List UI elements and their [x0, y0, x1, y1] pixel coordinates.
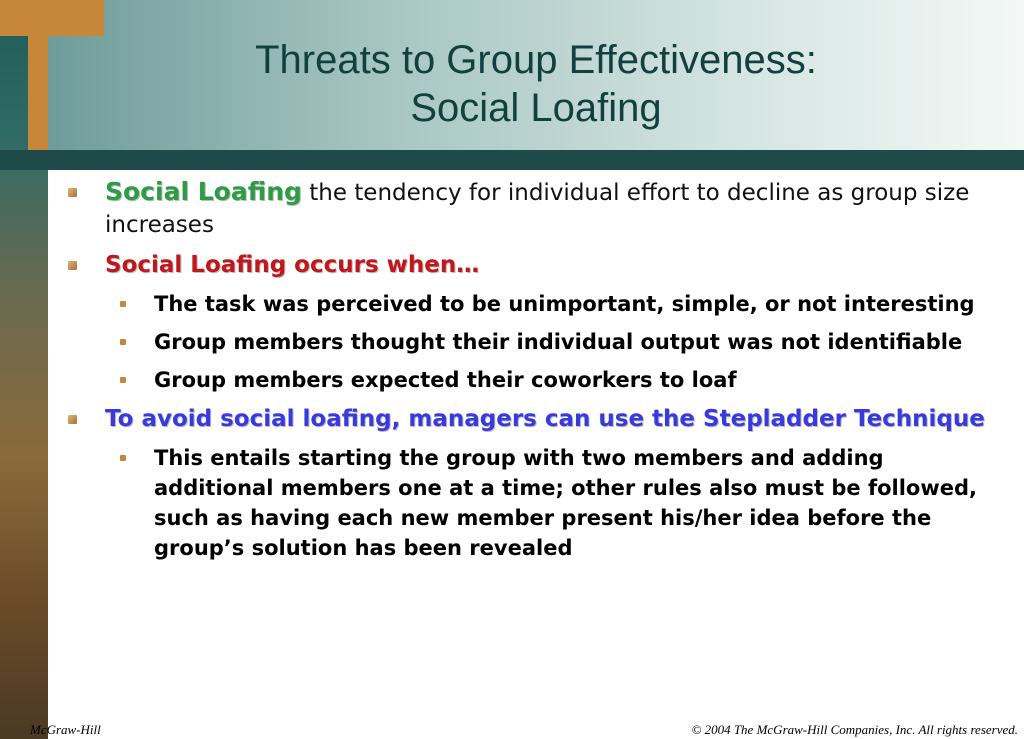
sub-bullet-text: The task was perceived to be unimportant, simple, or not interesting [154, 292, 975, 316]
top-left-orange-block [0, 0, 104, 36]
sub-bullet-marker-icon [120, 455, 126, 461]
slide-title [48, 36, 1024, 132]
sub-bullet-text: Group members thought their individual output was not identifiable [154, 330, 963, 354]
sub-bullet-output-not-identifiable [60, 327, 1010, 357]
slide-title-line1: Threats to Group Effectiveness: [255, 38, 817, 82]
footer-copyright: © 2004 The McGraw-Hill Companies, Inc. All rights reserved. [691, 722, 1018, 737]
sub-bullet-stepladder-description [60, 443, 1010, 563]
stepladder-heading: To avoid social loafing, managers can use the Stepladder Technique [105, 406, 985, 432]
term-social-loafing: Social Loafing [105, 177, 302, 206]
bullet-marker-icon [68, 415, 77, 424]
bullet-marker-icon [68, 261, 77, 270]
sub-bullet-task-unimportant [60, 289, 1010, 319]
sub-bullet-marker-icon [120, 377, 126, 383]
bullet-stepladder-technique [60, 403, 1010, 435]
sub-bullet-text: This entails starting the group with two members and adding additional members one at a time; other rules also must be followed, such as having each new member present his/her idea before the group’s solution has been revealed [154, 446, 977, 560]
definition-text: the tendency for individual effort to decline as group size increases [105, 180, 970, 238]
footer-publisher: McGraw-Hill [30, 722, 101, 737]
slide-body [60, 176, 1010, 563]
bullet-marker-icon [68, 188, 77, 197]
left-decorative-bar [0, 0, 48, 739]
bullet-social-loafing-definition [60, 176, 1010, 241]
slide-title-line2: Social Loafing [410, 86, 662, 130]
sub-bullet-text: Group members expected their coworkers to loaf [154, 368, 737, 392]
title-divider-rule [0, 150, 1024, 170]
bullet-occurs-when [60, 249, 1010, 281]
sub-bullet-marker-icon [120, 339, 126, 345]
occurs-when-heading: Social Loafing occurs when… [105, 252, 480, 278]
sub-bullet-coworkers-loaf [60, 365, 1010, 395]
sub-bullet-marker-icon [120, 301, 126, 307]
